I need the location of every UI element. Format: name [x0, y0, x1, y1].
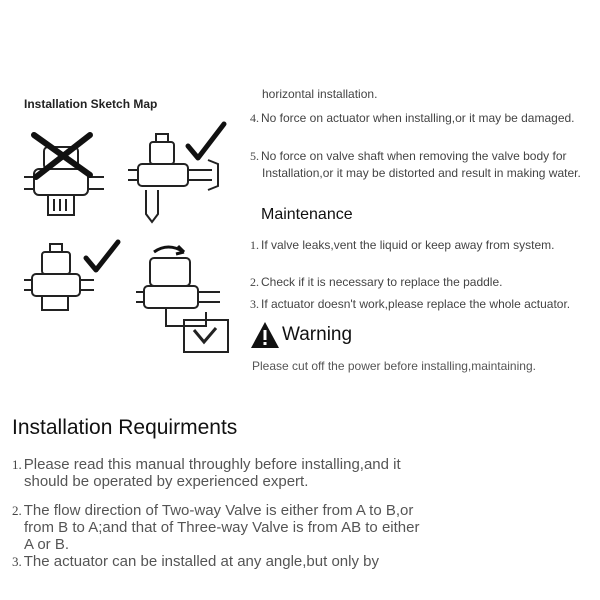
- warning-heading: [250, 321, 352, 349]
- requirement-item-3: [12, 553, 379, 570]
- item-number: 1.: [12, 457, 22, 472]
- requirement-item-1: [12, 456, 401, 490]
- install-item-5-line-2: Installation,or it may be distorted and result in making water.: [262, 166, 581, 180]
- check-mark-icon: [188, 124, 224, 158]
- item-line-2: from B to A;and that of Three-way Valve is from AB to either: [24, 519, 420, 536]
- check-mark-icon: [86, 242, 118, 270]
- item-line-1: The flow direction of Two-way Valve is either from A to B,or: [23, 502, 414, 519]
- requirements-title: Installation Requirments: [12, 416, 238, 439]
- item-line-1: The actuator can be installed at any angle,but only by: [23, 553, 379, 570]
- install-item-3-end: horizontal installation.: [262, 87, 378, 101]
- warning-note: Please cut off the power before installing,maintaining.: [252, 359, 536, 373]
- item-number: 1.: [250, 238, 259, 252]
- item-line-1: Please read this manual throughly before installing,and it: [23, 456, 401, 473]
- maintenance-item-2: [250, 275, 502, 290]
- item-number: 3.: [250, 297, 259, 311]
- rotate-arrow-icon: [154, 246, 184, 254]
- item-text: If actuator doesn't work,please replace the whole actuator.: [261, 297, 571, 311]
- item-line-2: should be operated by experienced expert.: [24, 473, 309, 490]
- warning-title: Warning: [282, 324, 353, 345]
- item-number: 2.: [12, 503, 22, 518]
- item-text: If valve leaks,vent the liquid or keep away from system.: [261, 238, 555, 252]
- item-text: No force on actuator when installing,or it may be damaged.: [261, 111, 575, 125]
- sketch-map-title: Installation Sketch Map: [24, 97, 158, 111]
- install-item-4: [250, 111, 575, 126]
- item-number: 4.: [250, 111, 259, 125]
- item-number: 3.: [12, 554, 22, 569]
- warning-triangle-icon: [250, 321, 280, 349]
- maintenance-item-3: [250, 297, 570, 312]
- install-item-5: [250, 149, 567, 164]
- maintenance-item-1: [250, 238, 554, 253]
- item-text: Check if it is necessary to replace the paddle.: [261, 275, 503, 289]
- sketch-correct-install-2: [24, 236, 124, 316]
- item-number: 2.: [250, 275, 259, 289]
- item-text-line-1: No force on valve shaft when removing the valve body for: [261, 149, 567, 163]
- cross-mark-icon: [34, 135, 90, 177]
- requirement-item-2: [12, 502, 419, 553]
- sketch-replace-actuator: [136, 238, 236, 356]
- sketch-correct-install-1: [128, 120, 238, 230]
- item-line-3: A or B.: [24, 536, 70, 553]
- sketch-wrong-install: [24, 125, 104, 220]
- maintenance-title: Maintenance: [261, 206, 353, 223]
- item-number: 5.: [250, 149, 259, 163]
